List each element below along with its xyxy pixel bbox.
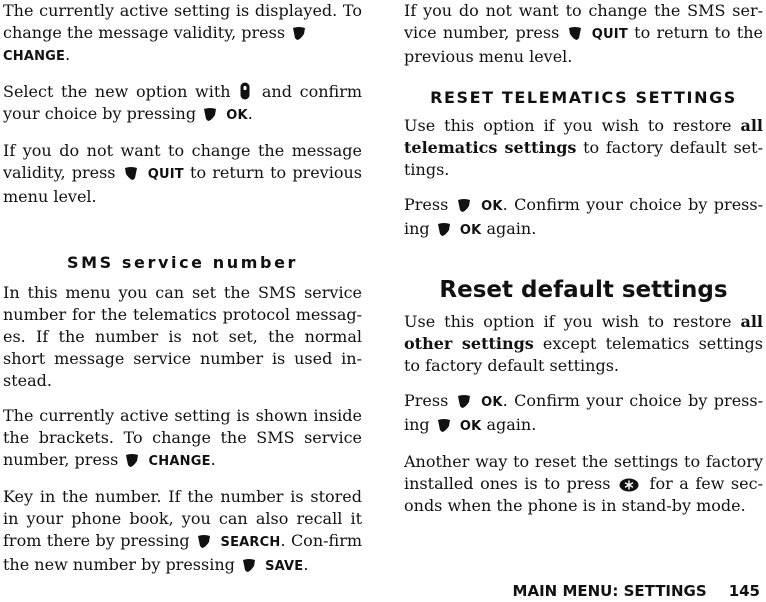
ok-key-label: OK — [481, 199, 503, 214]
validity-display-paragraph: The currently active setting is displayed. To change the message validity, press CHANGE. — [3, 1, 362, 64]
scroll-key-icon — [240, 82, 250, 100]
quit-validity-paragraph: If you do not want to change the message validity, press QUIT to return to previous menu level. — [3, 141, 362, 206]
ok-key-label: OK — [459, 419, 482, 434]
spacer — [3, 221, 362, 252]
reset-telematics-confirm-paragraph: Press OK. Confirm your choice by press-ing OK again. — [404, 195, 763, 238]
left-softkey-icon — [437, 417, 451, 433]
search-key-label: SEARCH — [220, 535, 281, 550]
ok-key-label: OK — [481, 395, 503, 410]
quit-sms-paragraph: If you do not want to change the SMS ser-vice number, press QUIT to return to the previous menu level. — [404, 1, 763, 66]
reset-default-alternative-paragraph: Another way to reset the settings to factory installed ones is to press for a few sec-onds when the phone is in stand-by mode. — [404, 452, 763, 515]
left-softkey-icon — [197, 533, 211, 549]
reset-telematics-intro-paragraph: Use this option if you wish to restore all telematics settings to factory default set-tings. — [404, 116, 763, 179]
ok-key-label: OK — [226, 108, 248, 123]
select-option-paragraph: Select the new option with and confirm your choice by pressing OK. — [3, 82, 363, 123]
sms-intro-paragraph: In this menu you can set the SMS service number for the telematics protocol messag-es. If the number is not set, the normal short message service number is used in-stead. — [3, 283, 362, 390]
left-softkey-icon — [242, 557, 256, 573]
page-number: 145 — [728, 582, 760, 600]
left-softkey-icon — [457, 197, 471, 213]
left-column — [3, 0, 362, 591]
left-softkey-icon — [125, 452, 139, 468]
reset-default-intro-paragraph: Use this option if you wish to restore all other settings except telematics settings to factory default settings. — [404, 312, 763, 375]
sms-change-paragraph: The currently active setting is shown inside the brackets. To change the SMS service number, press CHANGE. — [3, 406, 362, 469]
quit-key-label: QUIT — [591, 27, 628, 42]
right-softkey-icon — [568, 25, 582, 41]
sms-service-number-heading: SMS service number — [66, 253, 299, 272]
save-key-label: SAVE — [265, 559, 304, 574]
left-softkey-icon — [203, 106, 217, 122]
reset-default-heading: Reset default settings — [439, 277, 728, 303]
reset-telematics-heading: RESET TELEMATICS SETTINGS — [430, 88, 737, 107]
reset-default-confirm-paragraph: Press OK. Confirm your choice by press-ing OK again. — [404, 391, 763, 434]
left-softkey-icon — [457, 393, 471, 409]
ok-key-label: OK — [459, 223, 482, 238]
change-key-label: CHANGE — [3, 49, 66, 64]
spacer — [404, 255, 763, 279]
spacer — [3, 274, 362, 282]
section-title: MAIN MENU: SETTINGS — [512, 582, 707, 600]
right-softkey-icon — [124, 165, 138, 181]
quit-key-label: QUIT — [147, 167, 184, 182]
page-footer — [513, 580, 760, 602]
left-softkey-icon — [292, 25, 306, 41]
right-column — [404, 0, 763, 530]
star-key-icon — [619, 478, 639, 492]
sms-keyin-paragraph: Key in the number. If the number is stored in your phone book, you can also recall it from there by pressing SEARCH. Con-firm the new number by pressing SAVE. — [3, 487, 363, 574]
left-softkey-icon — [437, 221, 451, 237]
change-key-label: CHANGE — [148, 454, 211, 469]
